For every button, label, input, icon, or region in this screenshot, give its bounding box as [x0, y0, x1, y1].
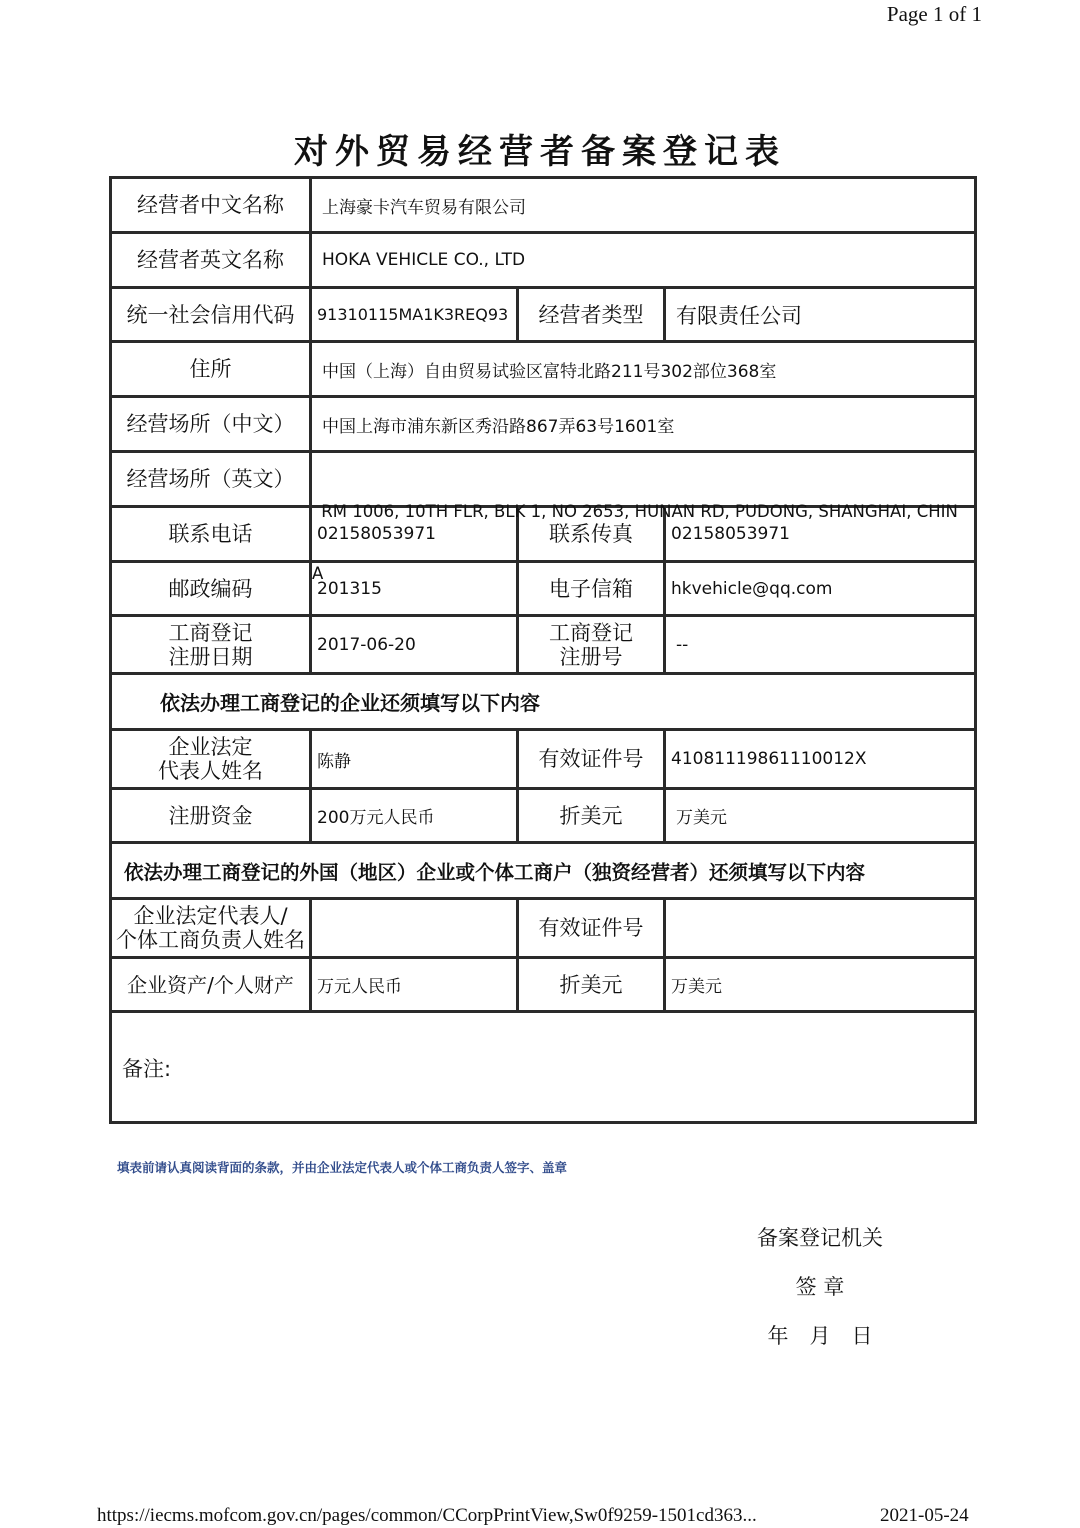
phone-label: 联系电话 [168, 522, 253, 546]
reg-no-label-line1: 工商登记 [549, 620, 633, 645]
premises-cn-label: 经营场所（中文） [126, 412, 295, 436]
email-label: 电子信箱 [549, 576, 633, 601]
authority-label: 备案登记机关 [757, 1226, 883, 1250]
remarks-label: 备注: [122, 1057, 172, 1081]
capital-value: 200万元人民币 [317, 808, 435, 828]
fax-value: 02158053971 [671, 524, 790, 544]
reg-no-label-line2: 注册号 [559, 644, 623, 669]
fax-label: 联系传真 [549, 522, 633, 546]
section-enterprise-heading: 依法办理工商登记的企业还须填写以下内容 [160, 691, 540, 715]
page-number: Page 1 of 1 [886, 2, 982, 26]
date-fields: 年 月 日 [767, 1324, 873, 1348]
operator-type-value: 有限责任公司 [676, 303, 802, 328]
usd-label: 折美元 [559, 803, 623, 828]
legal-rep-label-line1: 企业法定 [168, 735, 253, 759]
reg-date-label-line1: 工商登记 [168, 620, 253, 645]
id-number-label: 有效证件号 [538, 747, 644, 771]
cn-name-value: 上海豪卡汽车贸易有限公司 [322, 197, 526, 218]
postcode-value: 201315 [317, 578, 382, 599]
assets-label: 企业资产/个人财产 [127, 972, 294, 997]
id-number-value: 41081119861110012X [671, 749, 867, 769]
reg-no-label [519, 617, 663, 672]
premises-cn-value: 中国上海市浦东新区秀沿路867弄63号1601室 [322, 416, 675, 437]
address-label: 住所 [189, 357, 232, 381]
legal-rep-value: 陈静 [317, 751, 351, 772]
seal-label: 签 章 [795, 1275, 845, 1299]
premises-en-label: 经营场所（英文） [126, 467, 295, 491]
foreign-id-label: 有效证件号 [538, 916, 644, 940]
reg-date-label [112, 617, 309, 672]
foreign-rep-label-line2: 个体工商负责人姓名 [116, 928, 305, 952]
en-name-label: 经营者英文名称 [137, 248, 284, 272]
address-value: 中国（上海）自由贸易试验区富特北路211号302部位368室 [322, 361, 777, 382]
instruction-note: 填表前请认真阅读背面的条款，并由企业法定代表人或个体工商负责人签字、盖章 [117, 1160, 568, 1175]
premises-en-line2: A [312, 564, 324, 583]
assets-value: 万元人民币 [317, 977, 402, 997]
document-title: 对外贸易经营者备案登记表 [294, 132, 786, 172]
operator-type-label: 经营者类型 [538, 302, 644, 327]
reg-date-label-line2: 注册日期 [168, 644, 253, 669]
email-value: hkvehicle@qq.com [671, 578, 833, 599]
premises-en-line1: RM 1006, 10TH FLR, BLK 1, NO 2653, HUNAN RD, PUDONG, SHANGHAI, CHIN [316, 502, 958, 521]
legal-rep-label [112, 731, 309, 787]
foreign-rep-value [312, 900, 516, 956]
phone-value: 02158053971 [317, 524, 436, 544]
assets-usd-label: 折美元 [559, 972, 623, 997]
reg-date-value: 2017-06-20 [317, 634, 416, 655]
registration-form [109, 176, 977, 1124]
section-foreign-heading: 依法办理工商登记的外国（地区）企业或个体工商户（独资经营者）还须填写以下内容 [124, 860, 866, 884]
footer-url: https://iecms.mofcom.gov.cn/pages/common/CCorpPrintView,Sw0f9259-1501cd363... [97, 1505, 757, 1526]
credit-code-value: 91310115MA1K3REQ93 [317, 305, 509, 324]
cn-name-label: 经营者中文名称 [137, 193, 284, 217]
assets-usd-value: 万美元 [671, 977, 722, 997]
credit-code-label: 统一社会信用代码 [126, 302, 295, 327]
foreign-rep-label-line1: 企业法定代表人/ [133, 904, 288, 928]
reg-no-value: -- [676, 634, 689, 655]
en-name-value: HOKA VEHICLE CO., LTD [322, 250, 526, 270]
legal-rep-label-line2: 代表人姓名 [158, 759, 263, 783]
footer-date: 2021-05-24 [880, 1505, 969, 1526]
postcode-label: 邮政编码 [168, 576, 253, 601]
capital-label: 注册资金 [168, 803, 253, 828]
foreign-id-value [666, 900, 974, 956]
usd-value: 万美元 [676, 808, 727, 828]
foreign-rep-label [112, 900, 309, 956]
